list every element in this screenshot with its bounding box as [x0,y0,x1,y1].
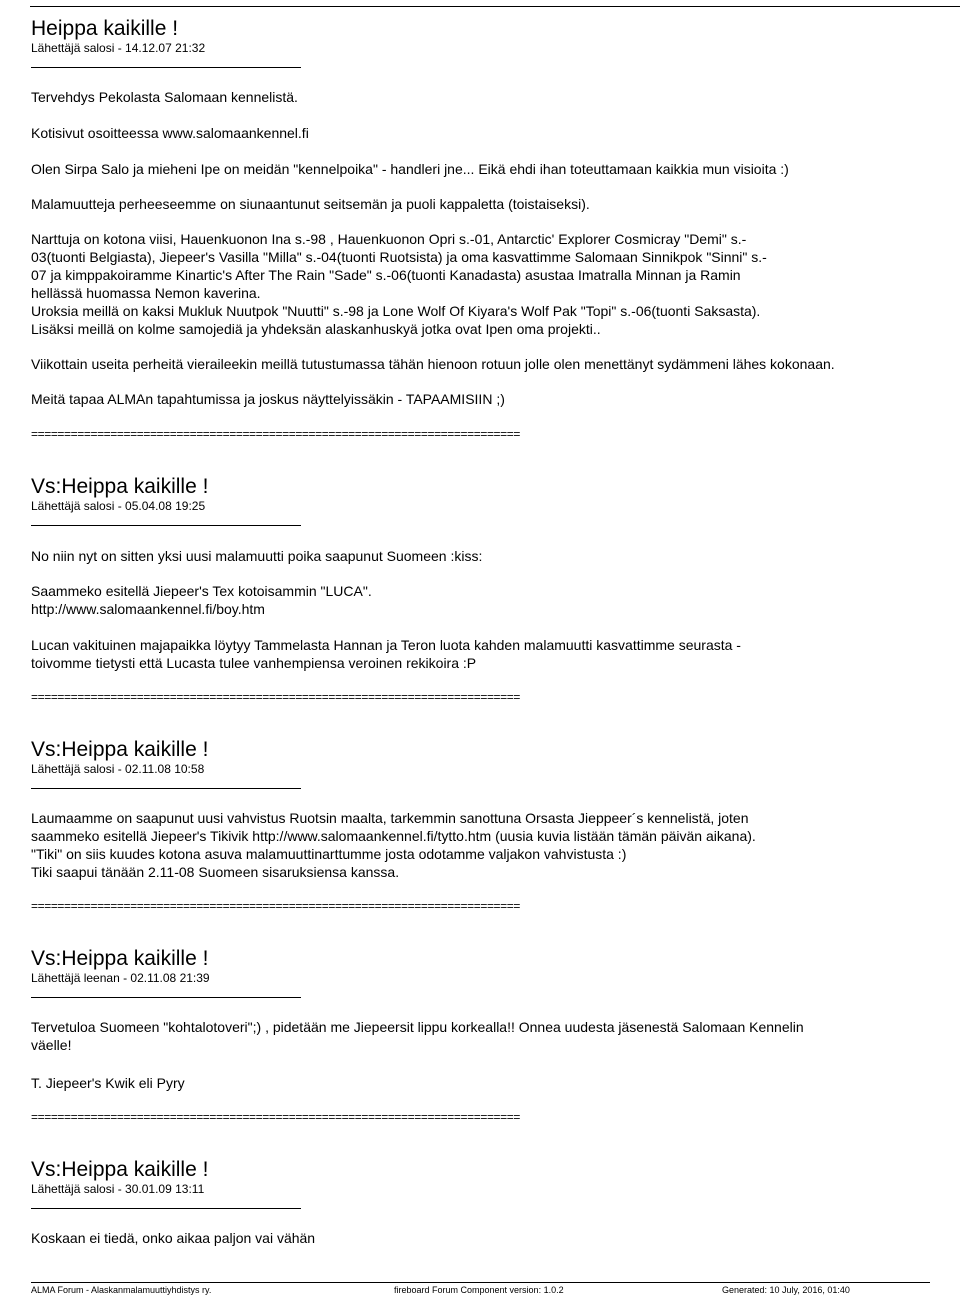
post-text: Tiki saapui tänään 2.11-08 Suomeen sisaruksiensa kanssa. [31,864,400,880]
post-4 [31,947,960,1124]
footer-site-name: ALMA Forum - Alaskanmalamuuttiyhdistys ry. [31,1285,212,1295]
post-text: Meitä tapaa ALMAn tapahtumissa ja joskus näyttelyissäkin - TAPAAMISIIN ;) [31,391,505,407]
post-meta: Lähettäjä salosi - 02.11.08 10:58 [31,762,205,776]
meta-divider [31,997,301,998]
post-separator: ========================================================================== [31,427,520,441]
post-2 [31,475,960,704]
post-link[interactable]: http://www.salomaankennel.fi/boy.htm [31,601,265,617]
footer-generated-date: Generated: 10 July, 2016, 01:40 [722,1285,850,1295]
post-text: Viikottain useita perheitä vieraileekin meillä tutustumassa tähän hienoon rotuun jolle olen menettänyt sydämmeni lähes kokonaan. [31,356,835,372]
post-text: No niin nyt on sitten yksi uusi malamuutti poika saapunut Suomeen :kiss: [31,548,483,564]
post-title: Vs:Heippa kaikille ! [31,947,209,970]
forum-thread [31,17,960,1247]
post-text: "Tiki" on siis kuudes kotona asuva malamuuttinarttumme josta odotamme valjakon vahvistusta :) [31,846,627,862]
post-title: Vs:Heippa kaikille ! [31,475,209,498]
post-text: T. Jiepeer's Kwik eli Pyry [31,1075,185,1091]
post-text: 03(tuonti Belgiasta), Jiepeer's Vasilla "Milla" s.-04(tuonti Ruotsista) ja oma kasvattimme Salomaan Sinnikpok "Sinni" s.- [31,249,767,265]
page-top-rule [30,6,960,7]
footer-component-version: fireboard Forum Component version: 1.0.2 [394,1285,564,1295]
post-1 [31,17,960,441]
post-text: Malamuutteja perheeseemme on siunaantunut seitsemän ja puoli kappaletta (toistaiseksi). [31,196,590,212]
post-separator: ========================================================================== [31,690,520,704]
post-text: Saammeko esitellä Jiepeer's Tex kotoisammin "LUCA". [31,583,372,599]
post-meta: Lähettäjä salosi - 05.04.08 19:25 [31,499,206,513]
post-text: Lisäksi meillä on kolme samojediä ja yhdeksän alaskanhuskyä jotka ovat Ipen oma projekti.. [31,321,601,337]
post-5 [31,1158,960,1247]
post-3 [31,738,960,913]
post-text: Narttuja on kotona viisi, Hauenkuonon Ina s.-98 , Hauenkuonon Opri s.-01, Antarctic' Explorer Cosmicray "Demi" s.- [31,231,747,247]
post-meta: Lähettäjä salosi - 14.12.07 21:32 [31,41,206,55]
post-text: saammeko esitellä Jiepeer's Tikivik http://www.salomaankennel.fi/tytto.htm (uusia kuvia listään tämän päivän aikana). [31,828,756,844]
post-text: 07 ja kimppakoiramme Kinartic's After The Rain "Sade" s.-06(tuonti Kanadasta) asustaa Imatralla Minnan ja Ramin [31,267,741,283]
meta-divider [31,788,301,789]
post-meta: Lähettäjä leenan - 02.11.08 21:39 [31,971,210,985]
post-text: Uroksia meillä on kaksi Mukluk Nuutpok "Nuutti" s.-98 ja Lone Wolf Of Kiyara's Wolf Pak "Topi" s.-06(tuonti Saksasta). [31,303,761,319]
meta-divider [31,67,301,68]
post-text: hellässä huomassa Nemon kaverina. [31,285,261,301]
post-text: toivomme tietysti että Lucasta tulee vanhempiensa veroinen rekikoira :P [31,655,477,671]
post-separator: ========================================================================== [31,899,520,913]
post-text: Tervetuloa Suomeen "kohtalotoveri";) , pidetään me Jiepeersit lippu korkealla!! Onnea uudesta jäsenestä Salomaan Kennelin [31,1019,804,1035]
page-footer [31,1282,930,1298]
post-meta: Lähettäjä salosi - 30.01.09 13:11 [31,1182,205,1196]
post-title: Vs:Heippa kaikille ! [31,1158,209,1181]
post-text: Olen Sirpa Salo ja mieheni Ipe on meidän "kennelpoika" - handleri jne... Eikä ehdi ihan toteuttamaan kaikkia mun visioita :) [31,161,789,177]
post-text: Kotisivut osoitteessa www.salomaankennel.fi [31,125,309,141]
post-text: Tervehdys Pekolasta Salomaan kennelistä. [31,89,298,105]
post-text: Laumaamme on saapunut uusi vahvistus Ruotsin maalta, tarkemmin sanottuna Orsasta Jieppeer´s kennelistä, joten [31,810,749,826]
post-text: väelle! [31,1037,72,1053]
post-text: Lucan vakituinen majapaikka löytyy Tammelasta Hannan ja Teron luota kahden malamuutti kasvattimme seurasta - [31,637,741,653]
meta-divider [31,1208,301,1209]
post-text: Koskaan ei tiedä, onko aikaa paljon vai vähän [31,1230,316,1246]
meta-divider [31,525,301,526]
post-separator: ========================================================================== [31,1110,520,1124]
post-title: Vs:Heippa kaikille ! [31,738,209,761]
post-title: Heippa kaikille ! [31,17,179,40]
